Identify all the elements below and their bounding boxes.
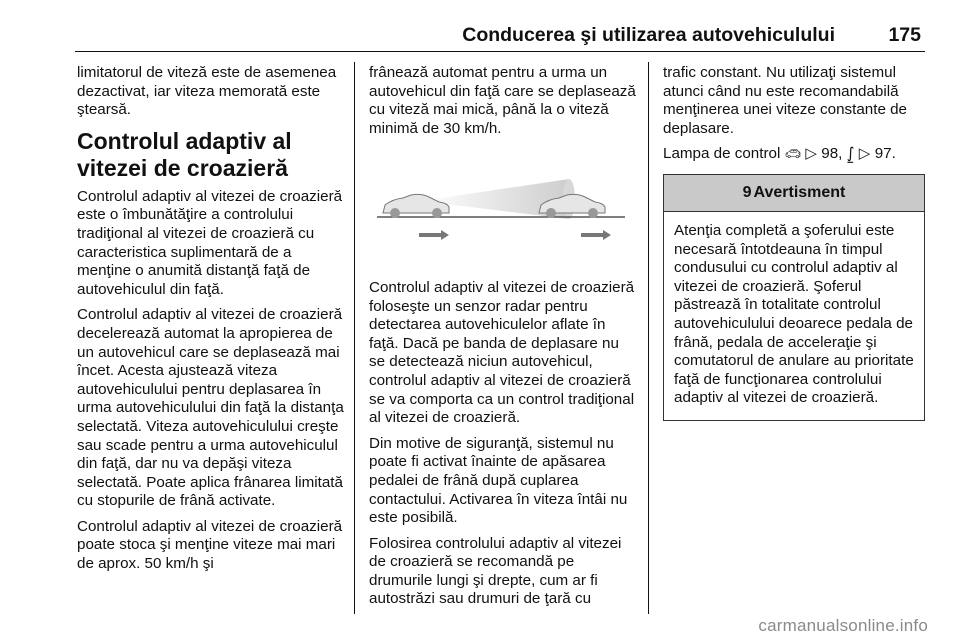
paragraph: Controlul adaptiv al vitezei de croazieră este o îmbunătăţire a controlului tradiţional al vitezei de croazieră cu caracteristica suplimentară de a menţine o anumită distanţă faţă de autovehiculul din faţă. — [77, 187, 343, 298]
control-lamp-reference: Lampa de control 🚗︎ ▷ 98, ⨜ ▷ 97. — [663, 145, 896, 163]
page-reference[interactable]: 98 — [821, 145, 839, 163]
column-1 — [77, 64, 345, 581]
warning-header — [664, 175, 924, 212]
lamp-label: Lampa de control — [663, 145, 781, 163]
warning-triangle-icon: 9 — [742, 183, 752, 201]
column-2 — [369, 64, 637, 616]
reference-arrow-icon: ▷ — [858, 145, 871, 163]
warning-title: Avertisment — [753, 183, 846, 201]
paragraph: Controlul adaptiv al vitezei de croazieră poate stoca şi menţine viteze mai mari de aprox. 50 km/h şi — [77, 517, 343, 573]
reference-arrow-icon: ▷ — [805, 145, 818, 163]
page-header — [75, 22, 925, 52]
paragraph: frânează automat pentru a urma un autovehicul din faţă care se deplasează cu viteză mai mică, până la o viteză minimă de 30 km/h. — [369, 64, 636, 137]
car-icon: 🚗︎ — [784, 146, 802, 162]
column-divider — [354, 62, 355, 614]
warning-text: Atenţia completă a şoferului este necesară întotdeauna în timpul condusului cu controlul adaptiv al vitezei de croazieră. Şoferul păstrează în totalitate controlul autovehiculului deoarece pedala de frână, pedala de acceleraţie şi comutatorul de anulare au prioritate faţă de funcţionarea controlului adaptiv al vitezei de croazieră. — [674, 221, 914, 407]
paragraph: Folosirea controlului adaptiv al vitezei de croazieră se recomandă pe drumurile lungi şi drepte, cum ar fi autostrăzi sau drumuri de ţară cu — [369, 534, 622, 608]
paragraph: Din motive de siguranţă, sistemul nu poate fi activat înainte de apăsarea pedalei de frână după cuplarea contactului. Activarea în viteza întâi nu este posibilă. — [369, 434, 628, 527]
paragraph: Controlul adaptiv al vitezei de croazieră decelerează automat la apropierea de un autovehicul care se deplasează mai încet. Acesta ajustează viteza autovehiculului pentru deplasarea în urma autovehiculului din faţă la distanţa selectată. Viteza autovehiculului creşte sau scade pentru a urma autovehiculul din faţă, dar nu va depăşi viteza selectată. Poate aplica frânarea limitată cu stopurile de frână activate. — [77, 306, 344, 510]
page-reference[interactable]: 97 — [874, 145, 892, 163]
section-heading: Controlul adaptiv al vitezei de croazieră — [77, 127, 292, 181]
header-rule — [75, 51, 925, 52]
adaptive-cruise-illustration — [369, 149, 631, 259]
warning-box — [663, 174, 925, 421]
paragraph: trafic constant. Nu utilizaţi sistemul atunci când nu este recomandabilă menţinerea unei viteze constante de deplasare. — [663, 64, 908, 137]
paragraph: limitatorul de viteză este de asemenea dezactivat, iar viteza memorată este ştearsă. — [77, 64, 337, 119]
page-header-title: Conducerea şi utilizarea autovehiculului — [462, 24, 835, 46]
cruise-control-icon: ⨜ — [846, 145, 855, 163]
column-3 — [663, 64, 931, 421]
watermark: carmanualsonline.info — [758, 616, 928, 635]
column-divider — [648, 62, 649, 614]
paragraph: Controlul adaptiv al vitezei de croazieră foloseşte un senzor radar pentru detectarea autovehiculelor aflate în faţă. Dacă pe banda de deplasare nu se detectează niciun autovehicul, controlul adaptiv al vitezei de croazieră se va comporta ca un control tradiţional al vitezei de croazieră. — [369, 278, 635, 427]
page-number: 175 — [888, 24, 921, 46]
